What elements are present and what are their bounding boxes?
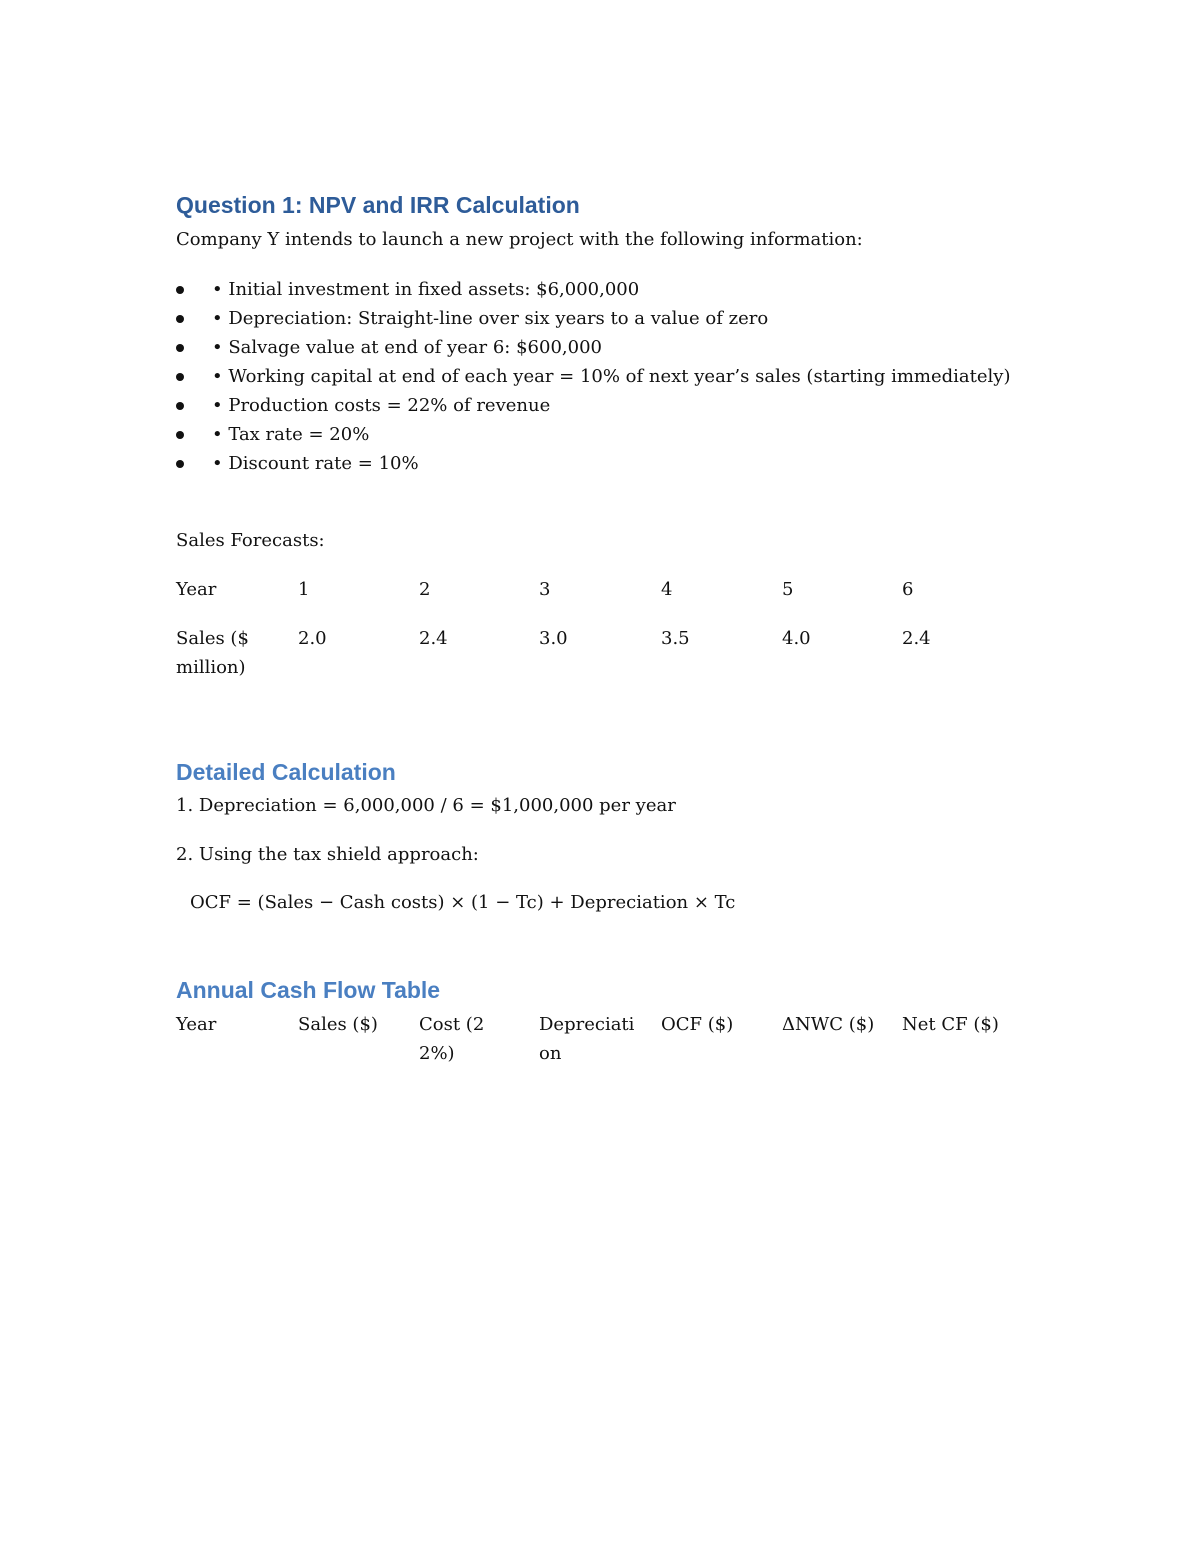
table-header-cell: Net CF ($) [902,1014,999,1035]
year-cell: 1 [298,579,310,600]
sales-cell: 2.4 [902,628,931,649]
bullet-icon [176,402,184,410]
detailed-calculation-title: Detailed Calculation [176,759,396,785]
table-header-cell: Sales ($) [298,1014,378,1035]
year-cell: 4 [661,579,673,600]
year-cell: 2 [419,579,431,600]
ocf-formula: OCF = (Sales − Cash costs) × (1 − Tc) + Depreciation × Tc [190,892,736,913]
bullet-icon [176,344,184,352]
sales-cell: 2.4 [419,628,448,649]
year-cell: 6 [902,579,914,600]
calculation-step-1: 1. Depreciation = 6,000,000 / 6 = $1,000,000 per year [176,795,676,816]
sales-cell: 3.0 [539,628,568,649]
sales-cell: 4.0 [782,628,811,649]
year-header: Year [176,579,217,600]
year-cell: 3 [539,579,551,600]
table-header-cell: Cost (22%) [419,1014,485,1064]
table-header-cell: Depreciation [539,1014,635,1064]
intro-text: Company Y intends to launch a new project with the following information: [176,229,863,250]
question-title: Question 1: NPV and IRR Calculation [176,192,580,218]
bullet-icon [176,431,184,439]
year-cell: 5 [782,579,794,600]
bullet-icon [176,286,184,294]
calculation-step-2: 2. Using the tax shield approach: [176,844,479,865]
bullet-icon [176,460,184,468]
sales-forecast-label: Sales Forecasts: [176,530,325,551]
sales-cell: 3.5 [661,628,690,649]
sales-cell: 2.0 [298,628,327,649]
table-header-cell: Year [176,1014,217,1035]
table-header-cell: OCF ($) [661,1014,734,1035]
sales-header: Sales ($ million) [176,628,249,678]
bullet-icon [176,373,184,381]
bullet-icon [176,315,184,323]
table-header-cell: ΔNWC ($) [782,1014,875,1035]
cash-flow-table-title: Annual Cash Flow Table [176,977,441,1003]
